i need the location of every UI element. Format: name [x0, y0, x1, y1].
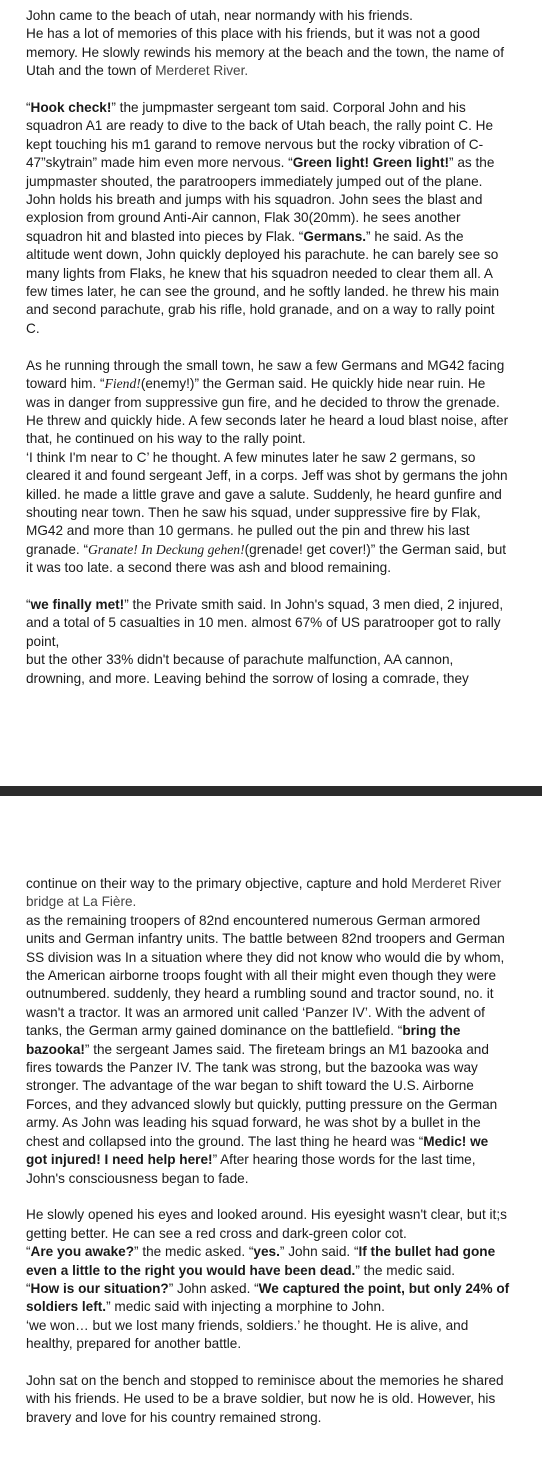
page-separator — [0, 786, 542, 796]
paragraph-medic-dialogue: “Are you awake?” the medic asked. “yes.” John said. “If the bullet had gone even a little to the right you would have been dead.” the medic said. — [26, 1244, 496, 1278]
document-page-2 — [0, 796, 542, 1458]
paragraph-intro-1: John came to the beach of utah, near normandy with his friends. — [26, 8, 413, 23]
paragraph-jump: “Hook check!” the jumpmaster sergeant tom said. Corporal John and his squadron A1 are ready to dive to the back of Utah beach, the rally point C. He kept touching his m1 garand to remove nervous but the rocky vibration of C-47”skytrain” made him even more nervous. “Green light! Green light!” as the jumpmaster shouted, the paratroopers immediately jumped out of the plane. John holds his breath and jumps with his squadron. John sees the blast and explosion from ground Anti-Air cannon, Flak 30(20mm). he sees another squadron hit and blasted into pieces by Flak. “Germans.” he said. As the altitude went down, John quickly deployed his parachute. he can barely see so many lights from Flaks, he knew that his squadron needed to clear them all. A few times later, he can see the ground, and he softly landed. he threw his main and second parachute, grab his rifle, hold granade, and on a way to rally point C. — [26, 100, 500, 336]
paragraph-epilogue: John sat on the bench and stopped to reminisce about the memories he shared with his friends. He used to be a brave soldier, but now he is old. However, his bravery and love for his country remained strong. — [26, 1372, 504, 1425]
paragraph-rally: ‘I think I'm near to C’ he thought. A few minutes later he saw 2 germans, so cleared it and found sergeant Jeff, in a corps. Jeff was shot by germans the john killed. he made a little grave and gave a salute. Suddenly, he heard gunfire and shouting near town. Then he saw his squad, under suppressive fire by Flak, MG42 and more than 10 germans. he pulled out the pin and threw his last granade. “Granate! In Deckung gehen!(grenade! get cover!)” the German said, but it was too late. a second there was ash and blood remaining. — [26, 449, 508, 576]
paragraph-losses: but the other 33% didn't because of parachute malfunction, AA cannon, drowning, and more. Leaving behind the sorrow of losing a comrade, they — [26, 652, 469, 686]
paragraph-thought: ‘we won… but we lost many friends, soldiers.’ he thought. He is alive, and healthy, prepared for another battle. — [26, 1317, 469, 1352]
story-text-page-1 — [26, 7, 510, 688]
paragraph-battle: as the remaining troopers of 82nd encountered numerous German armored units and German infantry units. The battle between 82nd troopers and German SS division was In a situation where they did not know who would die by whom, the American airborne troops fought with all their might even though they were outnumbered. suddenly, they heard a rumbling sound and tractor sound, no. it wasn't a tractor. It was an armored unit called ‘Panzer IV’. With the advent of tanks, the German army gained dominance on the battlefield. “bring the bazooka!” the sergeant James said. The fireteam brings an M1 bazooka and fires towards the Panzer IV. The tank was strong, but the bazooka was way stronger. The advantage of the war began to shift toward the U.S. Airborne Forces, and they advanced slowly but quickly, putting pressure on the German army. As John was leading his squad forward, he was shot by a bullet in the chest and collapsed into the ground. The last thing he heard was “Medic! we got injured! I need help here!” After hearing those words for the last time, John's consciousness began to fade. — [26, 912, 505, 1186]
paragraph-objective: continue on their way to the primary objective, capture and hold Merderet River bridge at La Fière. — [26, 876, 502, 910]
story-text-page-2 — [26, 875, 510, 1427]
paragraph-wake: He slowly opened his eyes and looked around. His eyesight wasn't clear, but it;s getting better. He can see a red cross and dark-green color cot. — [26, 1207, 507, 1241]
paragraph-meet: “we finally met!” the Private smith said. In John's squad, 3 men died, 2 injured, and a total of 5 casualties in 10 men. almost 67% of US paratrooper got to rally point, — [26, 596, 504, 649]
paragraph-town: As he running through the small town, he saw a few Germans and MG42 facing toward him. “Fiend!(enemy!)” the German said. He quickly hide near ruin. He was in danger from suppressive gun fire, and he decided to throw the grenade. He threw and quickly hide. A few seconds later he heard a loud blast noise, after that, he continued on his way to the rally point. — [26, 357, 509, 447]
paragraph-intro-2: He has a lot of memories of this place with his friends, but it was not a good memory. He slowly rewinds his memory at the beach and the town, the name of Utah and the town of Merderet River. — [26, 26, 505, 79]
paragraph-situation: “How is our situation?” John asked. “We captured the point, but only 24% of soldiers left.” medic said with injecting a morphine to John. — [26, 1280, 510, 1315]
